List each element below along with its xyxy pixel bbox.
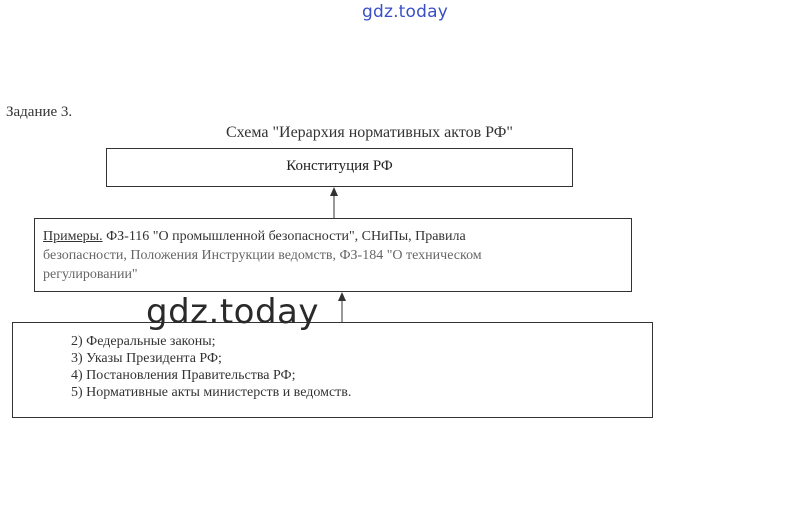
examples-box xyxy=(34,218,632,292)
hierarchy-item-president-decrees: 3) Указы Президента РФ; xyxy=(71,351,222,366)
watermark-top: gdz.today xyxy=(361,2,449,22)
examples-line-1: ФЗ-116 "О промышленной безопасности", СНиПы, Правила xyxy=(102,229,466,244)
examples-line-3: регулировании" xyxy=(43,267,138,282)
hierarchy-list xyxy=(71,333,351,401)
examples-heading: Примеры. xyxy=(43,229,103,244)
arrow-list-to-examples xyxy=(338,292,346,322)
watermark-middle: gdz.today xyxy=(146,292,319,332)
schema-title: Схема "Иерархия нормативных актов РФ" xyxy=(226,124,513,141)
examples-text xyxy=(43,227,563,284)
task-label: Задание 3. xyxy=(6,104,73,120)
arrow-examples-to-constitution xyxy=(330,187,338,218)
examples-line-2: безопасности, Положения Инструкции ведомств, ФЗ-184 "О техническом xyxy=(43,248,482,263)
hierarchy-item-ministry-acts: 5) Нормативные акты министерств и ведомств. xyxy=(71,385,352,400)
constitution-label: Конституция РФ xyxy=(286,158,393,174)
hierarchy-item-federal-laws: 2) Федеральные законы; xyxy=(71,334,216,349)
hierarchy-box xyxy=(12,322,653,418)
hierarchy-item-government-resolutions: 4) Постановления Правительства РФ; xyxy=(71,368,296,383)
